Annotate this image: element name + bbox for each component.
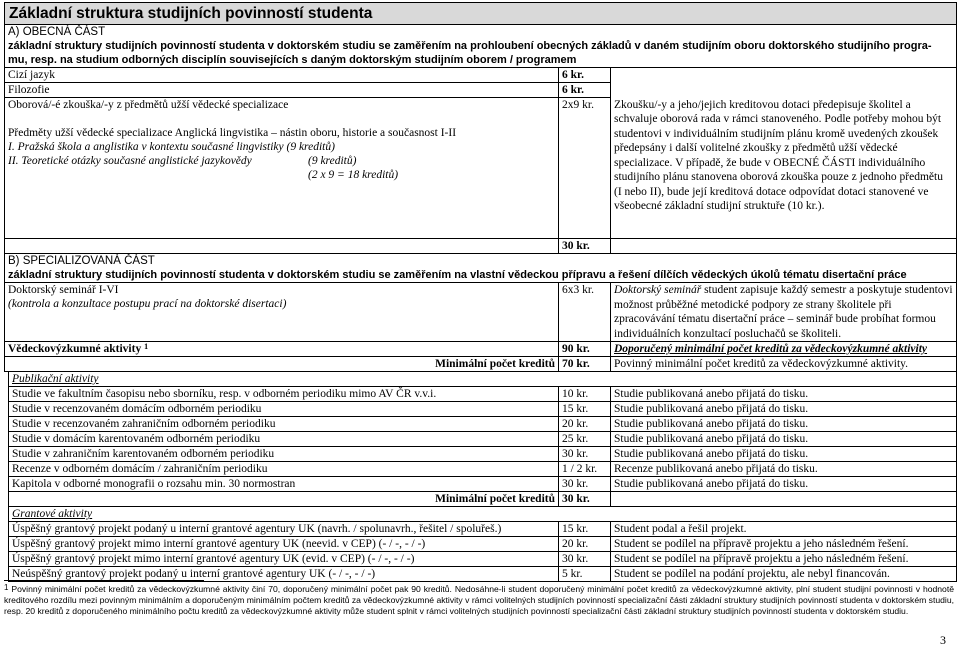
- pub-note: Studie publikovaná anebo přijatá do tisku.: [611, 432, 957, 447]
- table-row: [5, 83, 957, 98]
- pub-name: Studie v recenzovaném zahraničním odborném periodiku: [9, 417, 559, 432]
- pub-credits: 30 kr.: [559, 447, 611, 462]
- grant-name: Úspěšný grantový projekt podaný u interní grantové agentury UK (navrh. / spolunavrh., řešitel / spoluřeš.): [9, 522, 559, 537]
- grants-heading: Grantové aktivity: [9, 507, 957, 522]
- section-a-total: 30 kr.: [559, 239, 611, 254]
- page-title: Základní struktura studijních povinností studenta: [5, 3, 957, 25]
- spec-item-2: [8, 154, 555, 168]
- pub-credits: 1 / 2 kr.: [559, 462, 611, 477]
- table-row: [9, 552, 957, 567]
- section-a-desc-line2: mu, resp. na studium odborných disciplín souvisejících s daným doktorským studijním oborem / programem: [8, 54, 577, 66]
- publications-min-credits: 30 kr.: [559, 492, 611, 507]
- grant-credits: 20 kr.: [559, 537, 611, 552]
- grant-note: Student se podílel na přípravě projektu a jeho následném řešení.: [611, 552, 957, 567]
- table-row: [9, 537, 957, 552]
- row-name: Cizí jazyk: [5, 68, 559, 83]
- table-row: [9, 522, 957, 537]
- research-row: [5, 342, 957, 357]
- seminar-sub: (kontrola a konzultace postupu prací na doktorské disertaci): [8, 298, 287, 310]
- grant-note: Student se podílel na podání projektu, ale nebyl financován.: [611, 567, 957, 582]
- spec-item-2-name: II. Teoretické otázky současné anglistické jazykovědy: [8, 155, 252, 167]
- research-credits: 90 kr.: [559, 342, 611, 357]
- table-row: [9, 387, 957, 402]
- grant-credits: 5 kr.: [559, 567, 611, 582]
- pub-credits: 15 kr.: [559, 402, 611, 417]
- section-a-desc-line1: základní struktury studijních povinností studenta v doktorském studiu se zaměřením na prohloubení obecných základů v daném studijním oboru doktorského studijního progra-: [8, 40, 932, 52]
- spec-name: Oborová/-é zkouška/-y z předmětů užší vědecké specializace: [8, 99, 289, 111]
- footnote-ref: 1: [144, 342, 149, 351]
- pub-name: Studie ve fakultním časopisu nebo sborníku, resp. v odborném periodiku mimo AV ČR v.v.i.: [9, 387, 559, 402]
- pub-name: Kapitola v odborné monografii o rozsahu min. 30 normostran: [9, 477, 559, 492]
- spec-item-2-credits: (9 kreditů): [308, 155, 357, 167]
- seminar-note-italic: Doktorský seminář: [614, 284, 702, 296]
- research-min-note: Povinný minimální počet kreditů za vědeckovýzkumné aktivity.: [611, 357, 957, 372]
- seminar-row: [5, 283, 957, 342]
- research-min-credits: 70 kr.: [559, 357, 611, 372]
- publications-min-label: Minimální počet kreditů: [9, 492, 559, 507]
- study-structure-table: [4, 2, 957, 372]
- grant-name: Neúspěšný grantový projekt podaný u interní grantové agentury UK (- / -, - / -): [9, 567, 559, 582]
- grant-credits: 15 kr.: [559, 522, 611, 537]
- spec-subjects: Předměty užší vědecké specializace Anglická lingvistika – nástin oboru, historie a současnost I-II: [8, 127, 457, 139]
- pub-name: Studie v recenzovaném domácím odborném periodiku: [9, 402, 559, 417]
- pub-credits: 10 kr.: [559, 387, 611, 402]
- seminar-credits: 6x3 kr.: [559, 283, 611, 342]
- grant-credits: 30 kr.: [559, 552, 611, 567]
- footnote-text: Povinný minimální počet kreditů za vědeckovýzkumné aktivity činí 70, doporučený minimální počet pak 90 kreditů. Nedosáhne-li student doporučený minimální počet kreditů za vědeckovýzkumné aktivity, plní student studijní povinnosti v hodnotě kreditového rozdílu mezi povinným minimálním a doporučeným minimálním počtem kreditů za vědeckovýzkumné aktivity v rámci volitelných studijních povinností specializační části základní struktury studijních povinností studenta v doktorském studiu, resp. 20 kreditů z doporučeného minimálního počtu kreditů za vědeckovýzkumné aktivity může student splnit v rámci volitelných studijních povinností specializační části základní struktury studijních povinností studenta v doktorském studiu.: [4, 584, 955, 616]
- spec-row: [5, 98, 957, 239]
- footnote-divider: [4, 580, 204, 581]
- pub-credits: 25 kr.: [559, 432, 611, 447]
- table-row: [9, 417, 957, 432]
- pub-note: Studie publikovaná anebo přijatá do tisku.: [611, 402, 957, 417]
- grant-note: Student podal a řešil projekt.: [611, 522, 957, 537]
- publications-heading: Publikační aktivity: [9, 372, 957, 387]
- pub-note: Recenze publikovaná anebo přijatá do tisku.: [611, 462, 957, 477]
- row-credits: 6 kr.: [559, 83, 611, 98]
- footnote-mark: 1: [4, 583, 9, 592]
- research-name: Vědeckovýzkumné aktivity $^1$: [5, 342, 559, 357]
- seminar-note: [611, 283, 957, 342]
- activities-table: [8, 372, 957, 582]
- pub-note: Studie publikovaná anebo přijatá do tisku.: [611, 477, 957, 492]
- research-note: Doporučený minimální počet kreditů za vědeckovýzkumné aktivity: [611, 342, 957, 357]
- table-row: [5, 68, 957, 83]
- table-row: [9, 447, 957, 462]
- research-min-label: Minimální počet kreditů: [5, 357, 559, 372]
- section-b-description: základní struktury studijních povinností studenta v doktorském studiu se zaměřením na vlastní vědeckou přípravu a řešení dílčích vědeckých úkolů tématu disertační práce: [5, 268, 957, 283]
- grant-name: Úspěšný grantový projekt mimo interní grantové agentury UK (evid. v CEP) (- / -, - / -): [9, 552, 559, 567]
- pub-credits: 30 kr.: [559, 477, 611, 492]
- section-b-heading: B) SPECIALIZOVANÁ ČÁST: [5, 254, 957, 269]
- row-credits: 6 kr.: [559, 68, 611, 83]
- pub-note: Studie publikovaná anebo přijatá do tisku.: [611, 387, 957, 402]
- seminar-cell: [5, 283, 559, 342]
- seminar-name: Doktorský seminář I-VI: [8, 284, 119, 296]
- spec-credits: 2x9 kr.: [559, 98, 611, 239]
- pub-name: Studie v domácím karentovaném odborném periodiku: [9, 432, 559, 447]
- document-sheet: [4, 2, 956, 582]
- row-name: Filozofie: [5, 83, 559, 98]
- pub-note: Studie publikovaná anebo přijatá do tisku.: [611, 447, 957, 462]
- table-row: [9, 477, 957, 492]
- table-row: [9, 402, 957, 417]
- spec-calc: (2 x 9 = 18 kreditů): [308, 169, 399, 181]
- section-a-heading: A) OBECNÁ ČÁST: [5, 25, 957, 40]
- research-min-row: [5, 357, 957, 372]
- pub-credits: 20 kr.: [559, 417, 611, 432]
- table-row: [9, 432, 957, 447]
- section-a-description: [5, 39, 957, 68]
- page-number: 3: [940, 633, 946, 647]
- pub-note: Studie publikovaná anebo přijatá do tisku.: [611, 417, 957, 432]
- grant-note: Student se podílel na přípravě projektu a jeho následném řešení.: [611, 537, 957, 552]
- spec-note: Zkoušku/-y a jeho/jejich kreditovou dotaci předepisuje školitel a schvaluje oborová rada v rámci stanoveného. Podle potřeby mohou být studentovi v individuálním studijním plánu kromě uvedených zkoušek předepsány i další volitelné zkoušky z předmětů užší vědecké specializace. V případě, že bude v OBECNÉ ČÁSTI individuálního studijního plánu stanovena oborová zkouška pouze z jednoho předmětu (I nebo II), bude její kreditová dotace odpovídat dotaci stanovené ve všeobecné základní studijní struktuře (10 kr.).: [611, 98, 957, 239]
- pub-name: Studie v zahraničním karentovaném odborném periodiku: [9, 447, 559, 462]
- spec-cell: [5, 98, 559, 239]
- seminar-note-rest: student zapisuje každý semestr a poskytuje studentovi možnost průběžné metodické podpory ze strany školitele při zpracovávání tématu disertační práce – seminář bude probíhat formou individuálních konzultací posluchačů se školiteli.: [614, 284, 953, 340]
- table-row: [9, 462, 957, 477]
- grant-name: Úspěšný grantový projekt mimo interní grantové agentury UK (neevid. v CEP) (- / -, - / -): [9, 537, 559, 552]
- spec-item-1: I. Pražská škola a anglistika v kontextu současné lingvistiky (9 kreditů): [8, 141, 335, 153]
- pub-name: Recenze v odborném domácím / zahraničním periodiku: [9, 462, 559, 477]
- publications-min-row: [9, 492, 957, 507]
- footnote: [4, 584, 954, 617]
- section-a-total-row: [5, 239, 957, 254]
